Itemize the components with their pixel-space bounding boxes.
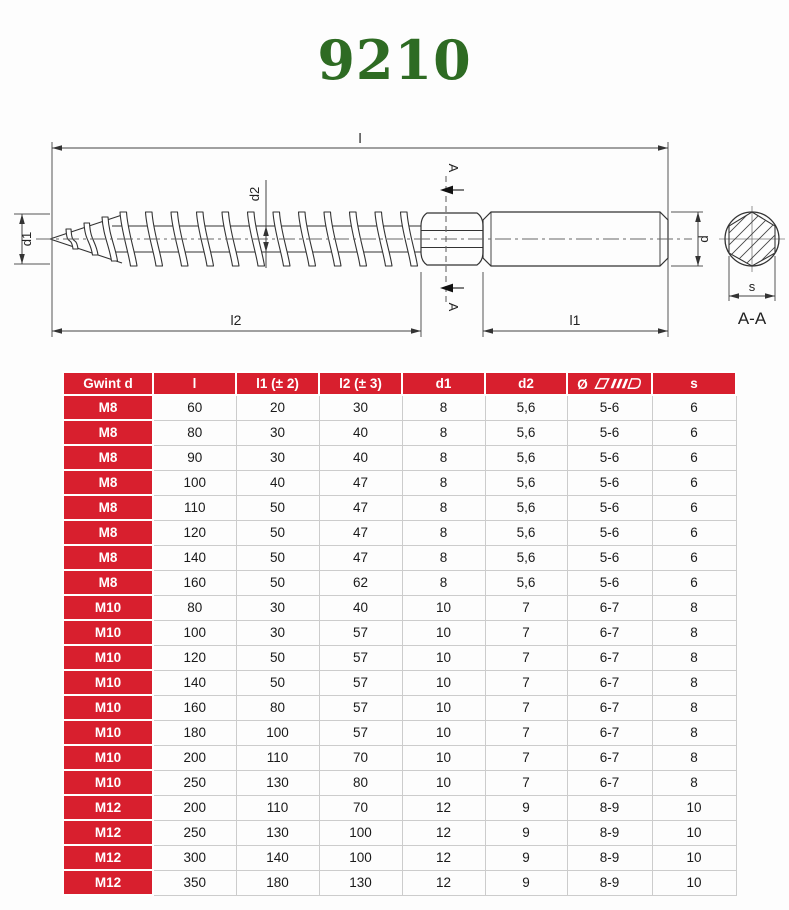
cell-value: 200 [153, 795, 236, 820]
table-row [63, 820, 736, 845]
row-thread-size: M12 [63, 845, 153, 870]
cell-value: 130 [319, 870, 402, 895]
dim-d [695, 212, 711, 266]
cell-value: 8 [652, 695, 736, 720]
row-thread-size: M10 [63, 595, 153, 620]
section-mark-bottom-label: A [446, 302, 461, 312]
cell-value: 9 [485, 870, 567, 895]
cell-value: 110 [153, 495, 236, 520]
row-thread-size: M8 [63, 495, 153, 520]
cell-value: 110 [236, 795, 319, 820]
cell-value: 8 [652, 770, 736, 795]
row-thread-size: M10 [63, 620, 153, 645]
cell-value: 6-7 [567, 595, 652, 620]
cell-value: 300 [153, 845, 236, 870]
cell-value: 6-7 [567, 745, 652, 770]
cell-value: 6-7 [567, 695, 652, 720]
cell-value: 30 [236, 445, 319, 470]
cell-value: 6 [652, 520, 736, 545]
cell-value: 5-6 [567, 570, 652, 595]
cell-value: 50 [236, 670, 319, 695]
cell-value: 8 [652, 745, 736, 770]
section-cut-line [440, 164, 464, 312]
cell-value: 57 [319, 670, 402, 695]
cell-value: 8 [402, 545, 485, 570]
cell-value: 120 [153, 645, 236, 670]
cell-value: 100 [153, 620, 236, 645]
row-thread-size: M8 [63, 445, 153, 470]
cell-value: 5,6 [485, 495, 567, 520]
cell-value: 8 [652, 645, 736, 670]
dim-label-s: s [748, 279, 756, 294]
row-thread-size: M10 [63, 670, 153, 695]
cell-value: 9 [485, 845, 567, 870]
cell-value: 10 [402, 720, 485, 745]
col-header-l: l [153, 372, 236, 395]
table-row [63, 495, 736, 520]
cell-value: 8-9 [567, 845, 652, 870]
dim-l2 [52, 312, 421, 334]
dim-l1 [483, 312, 668, 334]
cell-value: 5-6 [567, 520, 652, 545]
cell-value: 10 [402, 695, 485, 720]
cell-value: 6 [652, 395, 736, 420]
cell-value: 9 [485, 820, 567, 845]
table-row [63, 670, 736, 695]
table-body [63, 395, 736, 895]
dim-label-l: l [358, 130, 362, 146]
cell-value: 70 [319, 795, 402, 820]
cell-value: 30 [236, 620, 319, 645]
cell-value: 10 [402, 670, 485, 695]
row-thread-size: M8 [63, 570, 153, 595]
cell-value: 8 [402, 570, 485, 595]
cell-value: 6 [652, 545, 736, 570]
technical-drawing [0, 100, 789, 360]
cell-value: 8 [652, 620, 736, 645]
col-header-l1: l1 (± 2) [236, 372, 319, 395]
cell-value: 70 [319, 745, 402, 770]
cell-value: 7 [485, 620, 567, 645]
section-view [715, 160, 789, 328]
cell-value: 8 [652, 670, 736, 695]
cell-value: 100 [153, 470, 236, 495]
cell-value: 250 [153, 820, 236, 845]
cell-value: 80 [236, 695, 319, 720]
cell-value: 8 [652, 720, 736, 745]
cell-value: 200 [153, 745, 236, 770]
cell-value: 140 [153, 545, 236, 570]
cell-value: 50 [236, 520, 319, 545]
cell-value: 130 [236, 820, 319, 845]
cell-value: 8 [402, 420, 485, 445]
cell-value: 160 [153, 570, 236, 595]
page-title: 9210 [317, 28, 472, 92]
cell-value: 5,6 [485, 520, 567, 545]
cell-value: 10 [402, 745, 485, 770]
cell-value: 10 [402, 770, 485, 795]
cell-value: 5-6 [567, 470, 652, 495]
cell-value: 5,6 [485, 445, 567, 470]
row-thread-size: M12 [63, 870, 153, 895]
cell-value: 10 [402, 645, 485, 670]
cell-value: 140 [236, 845, 319, 870]
cell-value: 6 [652, 470, 736, 495]
cell-value: 8 [652, 595, 736, 620]
row-thread-size: M10 [63, 645, 153, 670]
cell-value: 8 [402, 395, 485, 420]
cell-value: 5,6 [485, 470, 567, 495]
col-header-l2: l2 (± 3) [319, 372, 402, 395]
table-row [63, 645, 736, 670]
dim-label-l2: l2 [230, 312, 242, 328]
table-row [63, 520, 736, 545]
cell-value: 5-6 [567, 495, 652, 520]
cell-value: 80 [153, 595, 236, 620]
dim-d1 [19, 214, 34, 264]
row-thread-size: M10 [63, 695, 153, 720]
cell-value: 57 [319, 620, 402, 645]
cell-value: 5-6 [567, 395, 652, 420]
cell-value: 50 [236, 645, 319, 670]
cell-value: 100 [319, 820, 402, 845]
cell-value: 7 [485, 695, 567, 720]
cell-value: 30 [236, 420, 319, 445]
section-view-title: A-A [737, 309, 767, 328]
cell-value: 8-9 [567, 820, 652, 845]
cell-value: 47 [319, 520, 402, 545]
cell-value: 6-7 [567, 670, 652, 695]
cell-value: 50 [236, 495, 319, 520]
cell-value: 10 [652, 795, 736, 820]
table-row [63, 795, 736, 820]
cell-value: 47 [319, 470, 402, 495]
cell-value: 5,6 [485, 420, 567, 445]
dim-overall-length [52, 130, 668, 151]
spec-table [62, 371, 737, 896]
cell-value: 10 [652, 820, 736, 845]
cell-value: 20 [236, 395, 319, 420]
drill-bit-icon [594, 376, 642, 391]
cell-value: 100 [319, 845, 402, 870]
cell-value: 57 [319, 695, 402, 720]
cell-value: 8-9 [567, 795, 652, 820]
table-row [63, 870, 736, 895]
cell-value: 40 [319, 420, 402, 445]
row-thread-size: M10 [63, 745, 153, 770]
cell-value: 6 [652, 445, 736, 470]
dim-label-l1: l1 [569, 312, 581, 328]
cell-value: 47 [319, 495, 402, 520]
header-row [63, 372, 736, 395]
table-row [63, 845, 736, 870]
cell-value: 12 [402, 820, 485, 845]
table-row [63, 570, 736, 595]
cell-value: 80 [319, 770, 402, 795]
cell-value: 6 [652, 420, 736, 445]
cell-value: 7 [485, 770, 567, 795]
cell-value: 7 [485, 595, 567, 620]
cell-value: 5,6 [485, 570, 567, 595]
cell-value: 120 [153, 520, 236, 545]
table-row [63, 695, 736, 720]
cell-value: 5,6 [485, 395, 567, 420]
table-row [63, 770, 736, 795]
table-row [63, 445, 736, 470]
row-thread-size: M8 [63, 470, 153, 495]
cell-value: 6 [652, 495, 736, 520]
cell-value: 8 [402, 520, 485, 545]
cell-value: 12 [402, 795, 485, 820]
cell-value: 6 [652, 570, 736, 595]
col-header-drill [567, 372, 652, 395]
cell-value: 10 [652, 870, 736, 895]
dim-label-d: d [696, 235, 711, 243]
cell-value: 100 [236, 720, 319, 745]
table-row [63, 545, 736, 570]
cell-value: 140 [153, 670, 236, 695]
table-row [63, 420, 736, 445]
dim-label-d2: d2 [247, 186, 262, 202]
cell-value: 30 [319, 395, 402, 420]
cell-value: 10 [402, 620, 485, 645]
col-header-gwint: Gwint d [63, 372, 153, 395]
table-row [63, 470, 736, 495]
cell-value: 12 [402, 845, 485, 870]
cell-value: 40 [319, 595, 402, 620]
row-thread-size: M10 [63, 720, 153, 745]
cell-value: 60 [153, 395, 236, 420]
cell-value: 7 [485, 670, 567, 695]
cell-value: 50 [236, 545, 319, 570]
table-row [63, 620, 736, 645]
cell-value: 7 [485, 745, 567, 770]
cell-value: 6-7 [567, 720, 652, 745]
cell-value: 8 [402, 495, 485, 520]
cell-value: 8-9 [567, 870, 652, 895]
cell-value: 180 [153, 720, 236, 745]
col-header-s: s [652, 372, 736, 395]
cell-value: 130 [236, 770, 319, 795]
cell-value: 8 [402, 470, 485, 495]
col-header-d1: d1 [402, 372, 485, 395]
row-thread-size: M8 [63, 395, 153, 420]
cell-value: 110 [236, 745, 319, 770]
table-row [63, 395, 736, 420]
cell-value: 62 [319, 570, 402, 595]
cell-value: 8 [402, 445, 485, 470]
cell-value: 40 [236, 470, 319, 495]
cell-value: 5-6 [567, 420, 652, 445]
table-row [63, 595, 736, 620]
cell-value: 5-6 [567, 445, 652, 470]
cell-value: 57 [319, 720, 402, 745]
cell-value: 40 [319, 445, 402, 470]
cell-value: 160 [153, 695, 236, 720]
cell-value: 12 [402, 870, 485, 895]
cell-value: 50 [236, 570, 319, 595]
cell-value: 30 [236, 595, 319, 620]
cell-value: 6-7 [567, 770, 652, 795]
col-header-d2: d2 [485, 372, 567, 395]
cell-value: 7 [485, 720, 567, 745]
cell-value: 350 [153, 870, 236, 895]
cell-value: 80 [153, 420, 236, 445]
row-thread-size: M12 [63, 820, 153, 845]
cell-value: 250 [153, 770, 236, 795]
cell-value: 180 [236, 870, 319, 895]
cell-value: 10 [652, 845, 736, 870]
section-mark-top-label: A [446, 163, 461, 173]
row-thread-size: M8 [63, 520, 153, 545]
table-row [63, 720, 736, 745]
row-thread-size: M8 [63, 420, 153, 445]
diameter-symbol: Ø [577, 376, 588, 392]
cell-value: 47 [319, 545, 402, 570]
cell-value: 7 [485, 645, 567, 670]
cell-value: 90 [153, 445, 236, 470]
cell-value: 57 [319, 645, 402, 670]
table-row [63, 745, 736, 770]
cell-value: 9 [485, 795, 567, 820]
row-thread-size: M12 [63, 795, 153, 820]
cell-value: 6-7 [567, 645, 652, 670]
dim-label-d1: d1 [19, 231, 34, 247]
cell-value: 10 [402, 595, 485, 620]
cell-value: 5,6 [485, 545, 567, 570]
row-thread-size: M10 [63, 770, 153, 795]
cell-value: 5-6 [567, 545, 652, 570]
cell-value: 6-7 [567, 620, 652, 645]
row-thread-size: M8 [63, 545, 153, 570]
